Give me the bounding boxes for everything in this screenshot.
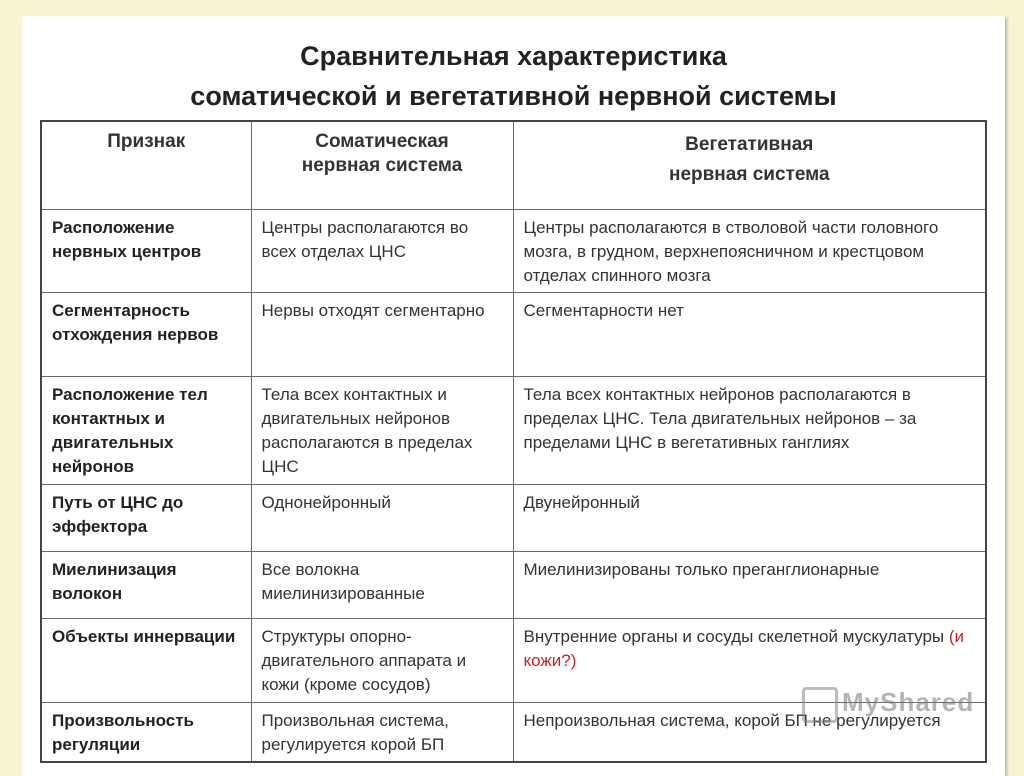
row-somatic: Нервы отходят сегментарно xyxy=(251,292,513,376)
row-somatic: Произвольная система, регулируется корой БП xyxy=(251,702,513,762)
row-sign: Расположение тел контактных и двигательных нейронов xyxy=(41,376,251,484)
watermark-text: MyShared xyxy=(842,687,975,717)
red-note: (и кожи?) xyxy=(523,626,965,670)
comparison-table xyxy=(40,120,987,763)
row-sign: Миелинизация волокон xyxy=(41,551,251,618)
table-row xyxy=(41,551,986,618)
slide xyxy=(22,16,1005,776)
row-sign: Расположение нервных центров xyxy=(41,209,251,292)
row-somatic: Все волокна миелинизированные xyxy=(251,551,513,618)
row-vegetative: Внутренние органы и сосуды скелетной мускулатуры (и кожи?) xyxy=(513,618,986,702)
header-somatic: Соматическая нервная система xyxy=(251,121,513,209)
watermark xyxy=(802,683,992,727)
row-somatic: Структуры опорно-двигательного аппарата и кожи (кроме сосудов) xyxy=(251,618,513,702)
presentation-icon xyxy=(802,687,838,723)
header-vegetative: Вегетативная нервная система xyxy=(513,121,986,209)
row-vegetative: Сегментарности нет xyxy=(513,292,986,376)
table-header-row xyxy=(41,121,986,209)
header-sign: Признак xyxy=(41,121,251,209)
table-row xyxy=(41,484,986,551)
row-sign: Произвольность регуляции xyxy=(41,702,251,762)
table-row xyxy=(41,209,986,292)
row-sign: Объекты иннервации xyxy=(41,618,251,702)
row-somatic: Тела всех контактных и двигательных нейронов располагаются в пределах ЦНС xyxy=(251,376,513,484)
row-vegetative: Двунейронный xyxy=(513,484,986,551)
row-somatic: Центры располагаются во всех отделах ЦНС xyxy=(251,209,513,292)
row-somatic: Однонейронный xyxy=(251,484,513,551)
row-vegetative: Тела всех контактных нейронов располагаются в пределах ЦНС. Тела двигательных нейронов – за пределами ЦНС в вегетативных ганглиях xyxy=(513,376,986,484)
row-vegetative: Центры располагаются в стволовой части головного мозга, в грудном, верхнепоясничном и крестцовом отделах спинного мозга xyxy=(513,209,986,292)
table-row xyxy=(41,376,986,484)
row-sign: Путь от ЦНС до эффектора xyxy=(41,484,251,551)
row-vegetative: Миелинизированы только преганглионарные xyxy=(513,551,986,618)
row-sign: Сегментарность отхождения нервов xyxy=(41,292,251,376)
row-vegetative: Непроизвольная система, корой БП не регулируется xyxy=(513,702,986,762)
title-line-1: Сравнительная характеристика xyxy=(300,41,727,71)
title-line-2: соматической и вегетативной нервной системы xyxy=(190,81,837,111)
table-row xyxy=(41,292,986,376)
page-title xyxy=(22,36,1005,116)
